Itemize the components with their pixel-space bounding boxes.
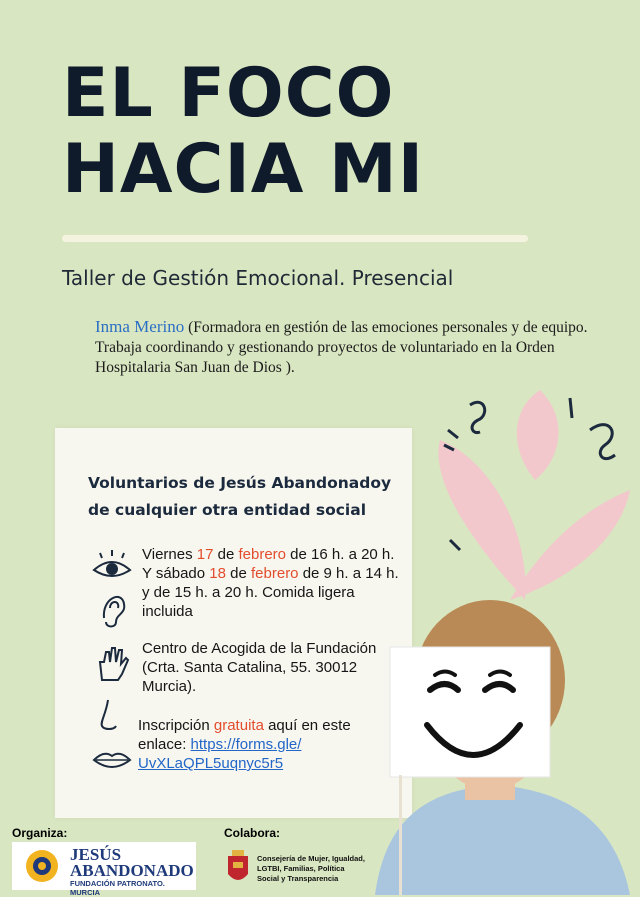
coat-of-arms-icon bbox=[224, 848, 252, 888]
hand-icon bbox=[92, 644, 132, 684]
schedule-day-2: 18 bbox=[209, 565, 226, 582]
eye-icon bbox=[92, 548, 132, 588]
signup-part: aquí en este enlace: bbox=[138, 717, 351, 753]
schedule-month-1: febrero bbox=[238, 546, 287, 563]
signup-part: Inscripción bbox=[138, 717, 214, 734]
trainer-paragraph bbox=[95, 317, 615, 378]
org-subtitle: FUNDACIÓN PATRONATO. MURCIA bbox=[70, 879, 165, 897]
person-with-smiley-sign-image bbox=[355, 600, 640, 895]
trainer-name: Inma Merino bbox=[95, 317, 185, 336]
audience-text: Voluntarios de Jesús Abandonadoy de cualquier otra entidad social bbox=[88, 474, 392, 519]
schedule-part: de 16 h. a 20 h. Y sábado bbox=[142, 546, 395, 582]
jesus-abandonado-logo bbox=[12, 842, 196, 897]
schedule-part: de 9 h. a 14 h. y de 15 h. a 20 h. Comida ligera incluida bbox=[142, 565, 399, 620]
title-underline bbox=[62, 235, 528, 242]
org-name-line-1: JESÚS bbox=[70, 845, 122, 864]
colabora-label: Colabora: bbox=[224, 826, 281, 840]
ear-icon bbox=[92, 588, 132, 628]
signup-free: gratuita bbox=[213, 717, 264, 734]
org-name-line-2: ABANDONADO bbox=[70, 861, 194, 880]
schedule-month-2: febrero bbox=[251, 565, 299, 582]
collaborator-text: Consejería de Mujer, Igualdad, LGTBI, Familias, Política Social y Transparencia bbox=[257, 854, 365, 883]
signup-text bbox=[138, 716, 378, 773]
title-line-2: HACIA MI bbox=[62, 130, 425, 209]
schedule-part: de bbox=[213, 546, 239, 563]
poster-title bbox=[62, 56, 424, 208]
title-line-1: EL FOCO bbox=[62, 54, 395, 133]
schedule-part: Viernes bbox=[142, 546, 197, 563]
trainer-description: (Formadora en gestión de las emociones personales y de equipo. Trabaja coordinando y gestionando proyectos de voluntariado en la Orden Hospitalaria San Juan de Dios ). bbox=[95, 319, 588, 376]
nose-icon bbox=[92, 696, 132, 736]
foundation-emblem-icon bbox=[20, 848, 64, 884]
decorative-leaves-icon bbox=[430, 390, 640, 620]
location-text: Centro de Acogida de la Fundación (Crta. Santa Catalina, 55. 30012 Murcia). bbox=[142, 640, 377, 695]
workshop-subtitle: Taller de Gestión Emocional. Presencial bbox=[62, 266, 454, 290]
organiza-label: Organiza: bbox=[12, 826, 68, 840]
schedule-day-1: 17 bbox=[196, 546, 214, 563]
schedule-part: de bbox=[225, 565, 251, 582]
lips-icon bbox=[92, 740, 132, 780]
region-murcia-logo bbox=[224, 842, 364, 892]
signup-link[interactable]: https://forms.gle/ UvXLaQPL5uqnyc5r5 bbox=[138, 736, 302, 772]
